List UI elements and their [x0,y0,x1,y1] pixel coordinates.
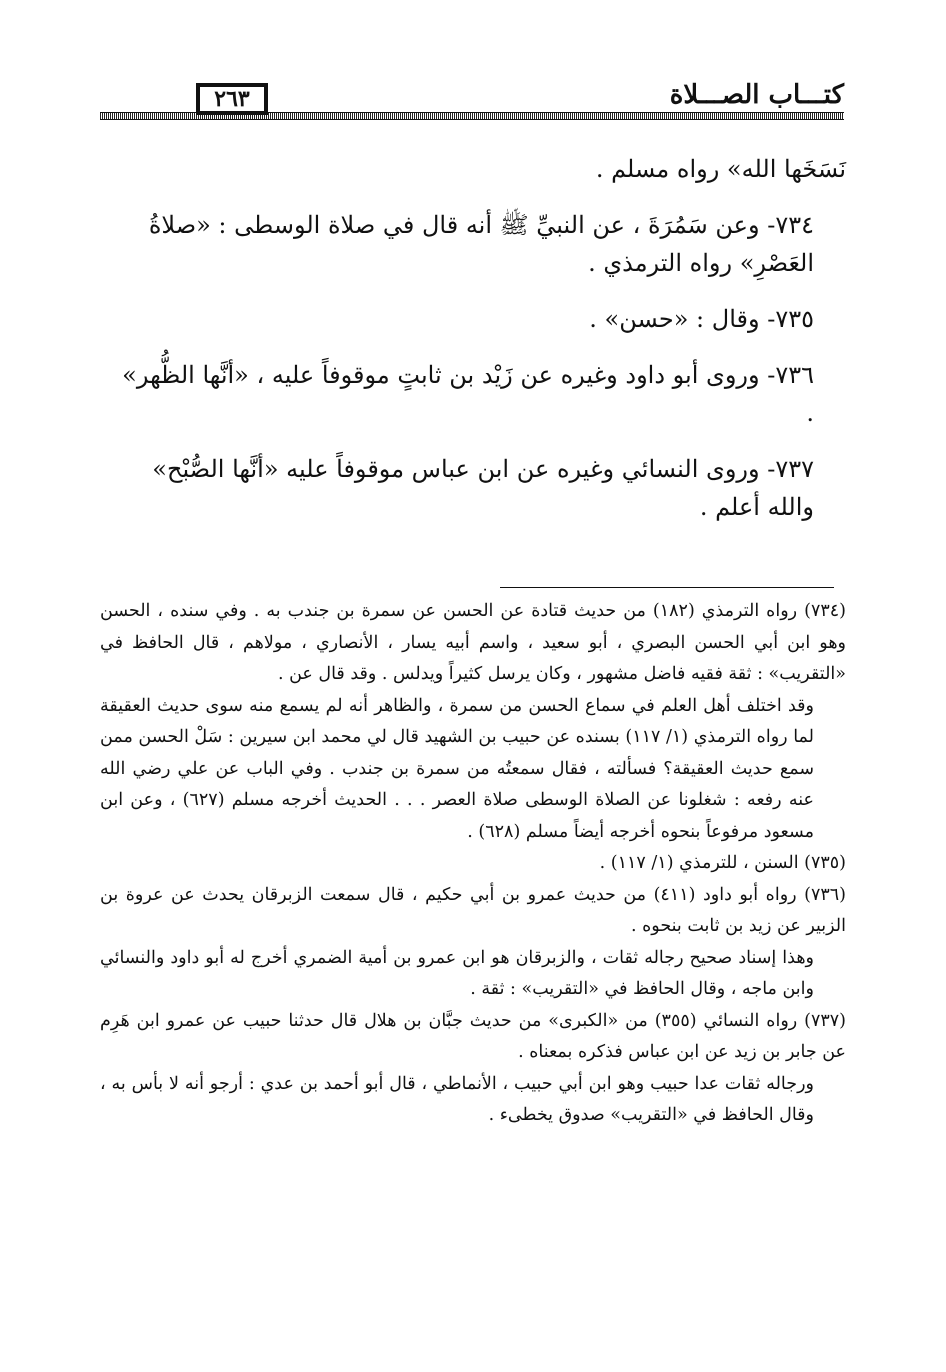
hadith-736: ٧٣٦- وروى أبو داود وغيره عن زَيْد بن ثابتٍ موقوفاً عليه ، «أنَّها الظُّهر» . [122,361,814,427]
main-text [118,150,846,544]
footnote-734: (٧٣٤) رواه الترمذي (١٨٢) من حديث قتادة عن الحسن عن سمرة بن جندب به . وفي سنده ، الحسن وهو ابن أبي الحسن البصري ، أبو سعيد ، واسم أبيه يسار ، الأنصاري ، مولاهم ، قال الحافظ في «التقريب» : ثقة فقيه فاضل مشهور ، وكان يرسل كثيراً ويدلس . وقد قال عن . [100,601,846,684]
chapter-title: كتـــاب الصـــلاة [660,78,844,112]
footnote-736-continued: وهذا إسناد صحيح رجاله ثقات ، والزبرقان هو ابن عمرو بن أمية الضمري أخرج له أبو داود والنسائي وابن ماجه ، وقال الحافظ في «التقريب» : ثقة . [100,947,814,999]
page-header [100,78,844,122]
hadith-737: ٧٣٧- وروى النسائي وغيره عن ابن عباس موقوفاً عليه «أنَّها الصُّبْح» والله أعلم . [152,455,814,521]
footnote-735: (٧٣٥) السنن ، للترمذي (١/ ١١٧) . [599,853,846,873]
page-number: ٢٦٣ [196,83,267,115]
footnote-734-continued: وقد اختلف أهل العلم في سماع الحسن من سمرة ، والظاهر أنه لم يسمع منه سوى حديث العقيقة لما رواه الترمذي (١/ ١١٧) بسنده عن حبيب بن الشهيد قال لي محمد ابن سيرين : سَلْ الحسن ممن سمع حديث العقيقة؟ فسألته ، فقال سمعتُه من سمرة بن جندب . وفي الباب عن علي رضي الله عنه رفعه : شغلونا عن الصلاة الوسطى صلاة العصر . . . الحديث أخرجه مسلم (٦٢٧) ، وعن ابن مسعود مرفوعاً بنحوه أخرجه أيضاً مسلم (٦٢٨) . [100,695,814,842]
page-number-box [152,84,312,114]
hadith-735: ٧٣٥- وقال : «حسن» . [589,305,814,333]
footnotes [100,596,846,1132]
footnote-737: (٧٣٧) رواه النسائي (٣٥٥) من «الكبرى» من حديث جبَّان بن هلال قال حدثنا حبيب عن عمرو ابن هَرِم عن جابر بن زيد عن ابن عباس فذكره بمعناه . [100,1010,846,1062]
footnote-divider [500,587,834,588]
footnote-736: (٧٣٦) رواه أبو داود (٤١١) من حديث عمرو بن أبي حكيم ، قال سمعت الزبرقان يحدث عن عروة بن الزبير عن زيد بن ثابت بنحوه . [100,884,846,936]
footnote-737-continued: ورجاله ثقات عدا حبيب وهو ابن أبي حبيب ، الأنماطي ، قال أبو أحمد بن عدي : أرجو أنه لا بأس به ، وقال الحافظ في «التقريب» صدوق يخطىء . [100,1073,814,1125]
hadith-734: ٧٣٤- وعن سَمُرَةَ ، عن النبيِّ ﷺ أنه قال في صلاة الوسطى : «صلاةُ العَصْرِ» رواه الترمذي . [148,211,814,277]
main-paragraph: نَسَخَها الله» رواه مسلم . [595,155,846,183]
